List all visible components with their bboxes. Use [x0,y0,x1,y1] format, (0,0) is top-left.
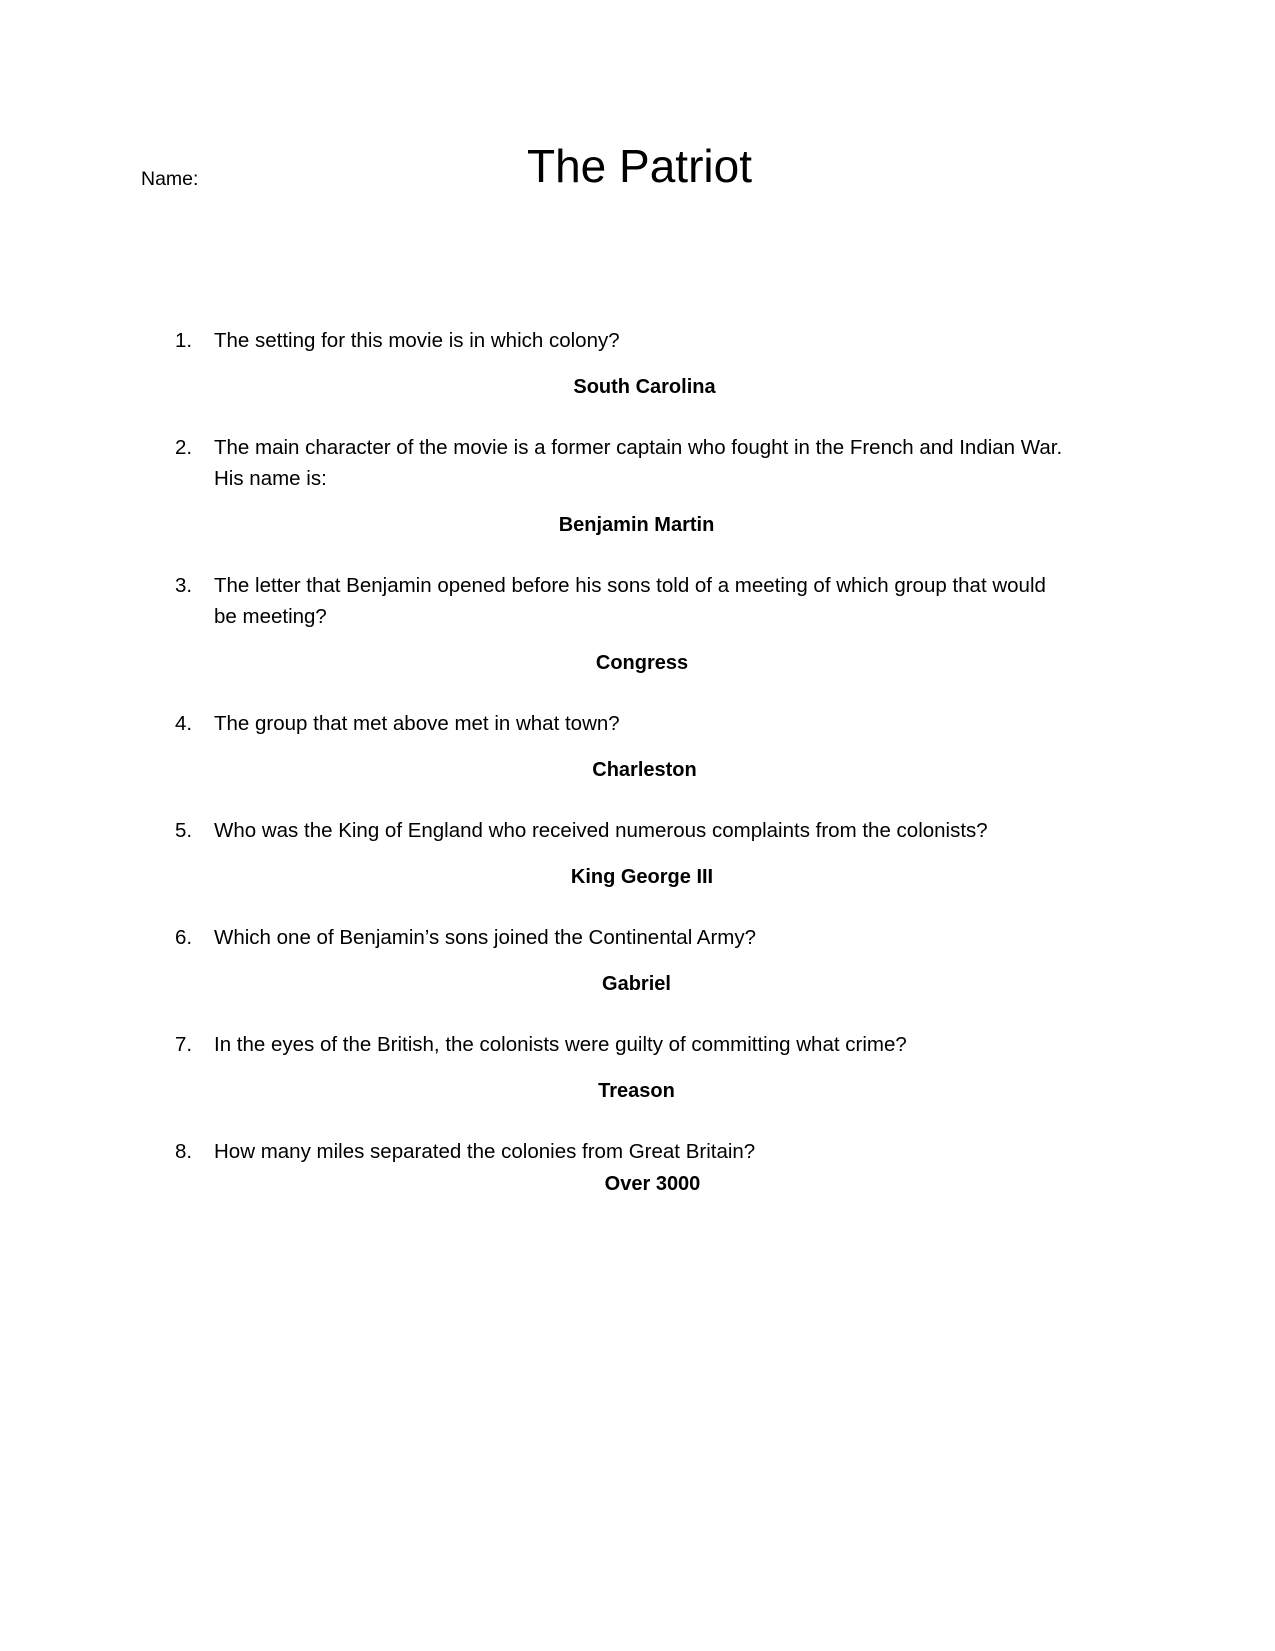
list-item [175,922,1070,1000]
answer-line [175,648,1070,679]
answer-line [175,510,1070,541]
question-row [175,922,1070,953]
answer-line [175,1076,1070,1107]
question-text: How many miles separated the colonies from Great Britain? [214,1140,756,1163]
question-text: In the eyes of the British, the colonists were guilty of committing what crime? [214,1033,907,1056]
list-item [175,1029,1070,1107]
answer-text: South Carolina [573,376,716,398]
question-row [175,1029,1070,1060]
answer-text: King George III [570,866,714,888]
question-row [175,708,1070,739]
question-text: The main character of the movie is a former captain who fought in the French and Indian War. His name is: [214,436,1063,490]
answer-line [175,1169,1070,1200]
answer-line [175,969,1070,1000]
list-item [175,815,1070,893]
question-text: The letter that Benjamin opened before his sons told of a meeting of which group that would be meeting? [214,574,1046,628]
list-item [175,432,1070,541]
question-text: Which one of Benjamin’s sons joined the Continental Army? [214,926,757,949]
answer-text: Gabriel [602,973,671,995]
answer-line [175,862,1070,893]
list-item [175,1136,1070,1200]
question-row [175,432,1070,494]
question-number: 7. [175,1033,193,1056]
question-number: 2. [175,436,193,459]
question-row [175,570,1070,632]
list-item [175,325,1070,403]
answer-text: Benjamin Martin [558,514,715,536]
question-number: 1. [175,329,193,352]
question-text: Who was the King of England who received numerous complaints from the colonists? [214,819,988,842]
answer-text: Over 3000 [604,1173,701,1195]
question-number: 4. [175,712,193,735]
question-row [175,815,1070,846]
question-text: The group that met above met in what town? [214,712,620,735]
list-item [175,570,1070,679]
question-text: The setting for this movie is in which colony? [214,329,620,352]
list-item [175,708,1070,786]
question-number: 6. [175,926,193,949]
page-title-text: The Patriot [527,140,752,192]
page-header [0,140,1275,230]
question-number: 5. [175,819,193,842]
name-label: Name: [141,168,199,190]
question-row [175,1136,1070,1167]
answer-line [175,372,1070,403]
question-list [175,325,1070,1200]
answer-text: Charleston [592,759,697,781]
answer-line [175,755,1070,786]
question-number: 3. [175,574,193,597]
page-title [0,140,1275,193]
answer-text: Congress [595,652,689,674]
answer-text: Treason [598,1080,675,1102]
question-number: 8. [175,1140,193,1163]
question-row [175,325,1070,356]
